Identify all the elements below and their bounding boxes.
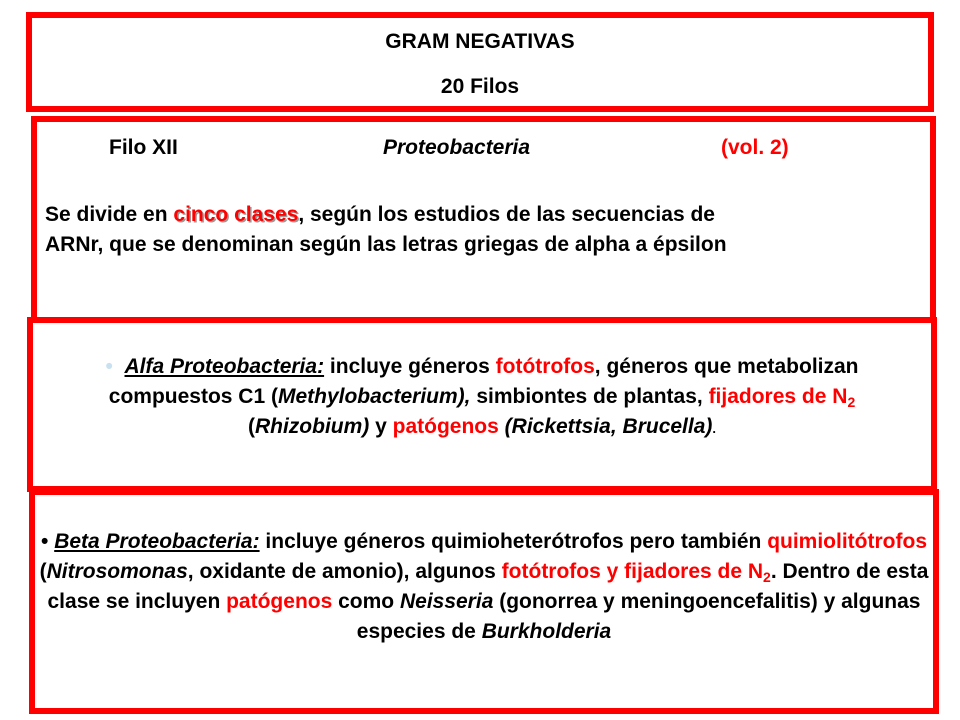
beta-red-3: patógenos <box>226 590 333 613</box>
beta-text-4: . Dentro de esta clase se incluyen <box>47 560 929 613</box>
alfa-red-1: fotótrofos <box>495 355 595 378</box>
alfa-italic-1: Methylobacterium), <box>277 385 471 408</box>
header-subtitle: 20 Filos <box>440 75 520 98</box>
alfa-red-2-sub: 2 <box>847 394 856 410</box>
alfa-paragraph <box>53 352 911 444</box>
header-box <box>26 12 934 112</box>
alfa-italic-2: Rhizobium) <box>254 415 370 438</box>
beta-red-2-text: fotótrofos y fijadores de N <box>501 560 764 583</box>
beta-italic-3: Burkholderia <box>481 620 612 643</box>
beta-red-2-sub: 2 <box>763 569 771 585</box>
beta-box <box>29 489 939 714</box>
alfa-text-3: simbiontes de plantas, <box>470 385 709 408</box>
alfa-term: Alfa Proteobacteria: <box>124 355 325 378</box>
filo-desc-highlight: cinco clases <box>173 203 299 226</box>
beta-italic-2: Neisseria <box>399 590 494 613</box>
beta-italic-1: Nitrosomonas <box>46 560 188 583</box>
alfa-box <box>27 317 937 492</box>
alfa-text-5: y <box>369 415 393 438</box>
alfa-red-2 <box>709 385 856 408</box>
alfa-text-4: ( <box>247 415 255 438</box>
beta-text-6: (gonorrea y meningoencefalitis) y algunas especies de <box>356 590 921 643</box>
filo-desc-line2: ARNr, que se denominan según las letras griegas de alpha a épsilon <box>45 233 727 256</box>
beta-text-2: ( <box>39 560 47 583</box>
bullet-icon: • <box>105 355 113 378</box>
filo-taxon: Proteobacteria <box>383 136 531 159</box>
alfa-text-7: . <box>712 421 717 436</box>
beta-text-5: como <box>332 590 400 613</box>
filo-box <box>31 116 936 326</box>
alfa-text-2: , géneros que metabolizan compuestos C1 ( <box>108 355 859 408</box>
alfa-italic-3: (Rickettsia, Brucella) <box>504 415 713 438</box>
filo-desc-line1-post: , según los estudios de las secuencias de <box>298 203 715 226</box>
filo-description <box>45 200 924 260</box>
header-title: GRAM NEGATIVAS <box>385 30 575 53</box>
beta-paragraph <box>37 527 931 647</box>
filo-volume: (vol. 2) <box>721 136 789 159</box>
filo-desc-pre: Se divide en <box>45 203 174 226</box>
beta-text-1: incluye géneros quimioheterótrofos pero también <box>259 530 768 553</box>
beta-text-3: , oxidante de amonio), algunos <box>187 560 502 583</box>
beta-term: Beta Proteobacteria: <box>54 530 260 553</box>
alfa-text-1: incluye géneros <box>324 355 496 378</box>
filo-name: Filo XII <box>109 136 178 159</box>
beta-red-2 <box>502 560 771 583</box>
alfa-red-2-text: fijadores de N <box>708 385 848 408</box>
bullet-icon: • <box>40 530 49 553</box>
beta-red-1: quimiolitótrofos <box>767 530 927 553</box>
alfa-red-3: patógenos <box>392 415 499 438</box>
